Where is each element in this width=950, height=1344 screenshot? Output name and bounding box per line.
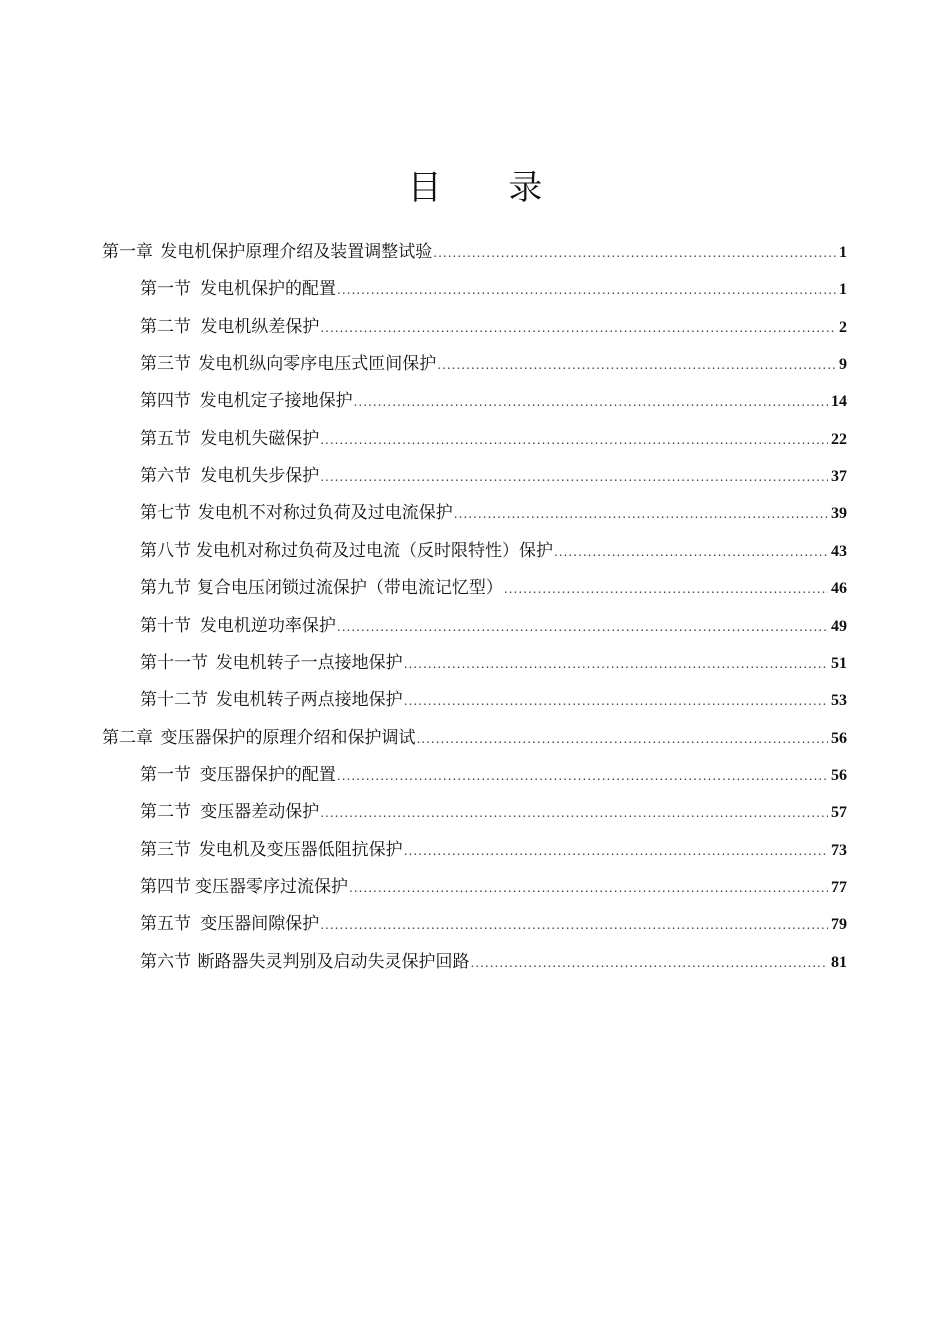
toc-entry-page-number: 1 xyxy=(839,244,847,261)
toc-entry-label: 第三节 xyxy=(140,354,191,375)
toc-title: 目 录 xyxy=(407,168,571,208)
toc-section-entry[interactable] xyxy=(140,309,847,346)
toc-entry-title: 断路器失灵判别及启动失灵保护回路 xyxy=(197,951,470,972)
toc-dot-leader xyxy=(320,422,828,459)
toc-entry-title: 变压器差动保护 xyxy=(200,802,320,823)
toc-dot-leader xyxy=(554,534,828,571)
toc-dot-leader xyxy=(320,459,828,496)
toc-section-entry[interactable] xyxy=(140,608,847,645)
toc-entry-page-number: 9 xyxy=(839,356,847,374)
toc-entry-title: 发电机保护的配置 xyxy=(200,279,337,300)
toc-entry-label: 第十一节 xyxy=(140,652,208,673)
toc-entry-page-number: 79 xyxy=(831,916,847,934)
toc-entry-page-number: 81 xyxy=(831,953,847,971)
toc-entry-page-number: 1 xyxy=(839,281,847,299)
toc-entry-label: 第一章 xyxy=(102,242,153,262)
toc-section-entry[interactable] xyxy=(140,794,847,831)
toc-entry-title: 发电机转子两点接地保护 xyxy=(215,690,403,711)
toc-dot-leader xyxy=(404,683,828,720)
toc-entry-page-number: 53 xyxy=(831,692,847,710)
toc-entry-page-number: 57 xyxy=(831,804,847,822)
toc-entry-title: 变压器保护的配置 xyxy=(199,764,336,785)
toc-section-entry[interactable] xyxy=(140,271,847,308)
toc-chapter-entry[interactable] xyxy=(102,720,847,757)
toc-entry-page-number: 51 xyxy=(831,654,847,672)
toc-dot-leader xyxy=(470,945,828,982)
toc-entry-label: 第一节 xyxy=(140,764,191,785)
toc-entry-page-number: 22 xyxy=(831,430,847,448)
toc-section-entry[interactable] xyxy=(140,421,847,458)
toc-entry-page-number: 49 xyxy=(831,617,847,635)
toc-entry-label: 第九节 xyxy=(140,578,191,599)
toc-entry-title: 变压器间隙保护 xyxy=(200,914,320,935)
toc-entry-title: 发电机纵差保护 xyxy=(200,316,320,337)
toc-entry-label: 第六节 xyxy=(140,466,191,487)
toc-section-entry[interactable] xyxy=(140,495,847,532)
toc-dot-leader xyxy=(437,347,836,384)
toc-section-entry[interactable] xyxy=(140,757,847,794)
toc-entry-label: 第十节 xyxy=(140,615,191,636)
toc-section-entry[interactable] xyxy=(140,533,847,570)
toc-dot-leader xyxy=(337,609,828,646)
toc-entry-title: 发电机对称过负荷及过电流（反时限特性）保护 xyxy=(195,540,553,561)
toc-entry-page-number: 46 xyxy=(831,580,847,598)
toc-entry-page-number: 2 xyxy=(839,318,847,336)
toc-dot-leader xyxy=(354,384,828,421)
toc-entry-label: 第七节 xyxy=(140,503,191,524)
toc-dot-leader xyxy=(320,795,828,832)
toc-entry-label: 第六节 xyxy=(140,951,191,972)
toc-section-entry[interactable] xyxy=(140,869,847,906)
toc-entry-label: 第四节 xyxy=(140,391,191,412)
toc-entry-page-number: 43 xyxy=(831,542,847,560)
toc-entry-label: 第五节 xyxy=(140,914,191,935)
toc-dot-leader xyxy=(404,646,828,683)
toc-section-entry[interactable] xyxy=(140,906,847,943)
toc-section-entry[interactable] xyxy=(140,458,847,495)
toc-entry-label: 第二节 xyxy=(140,802,191,823)
toc-dot-leader xyxy=(349,870,828,907)
toc-entry-label: 第十二节 xyxy=(140,690,208,711)
toc-entry-page-number: 73 xyxy=(831,841,847,859)
toc-entry-title: 复合电压闭锁过流保护（带电流记忆型） xyxy=(196,578,503,599)
toc-chapter-entry[interactable] xyxy=(102,234,847,271)
toc-entry-title: 发电机定子接地保护 xyxy=(199,391,353,412)
toc-dot-leader xyxy=(320,310,836,347)
toc-entry-title: 发电机纵向零序电压式匝间保护 xyxy=(198,354,437,375)
toc-section-entry[interactable] xyxy=(140,645,847,682)
toc-entry-label: 第五节 xyxy=(140,428,191,449)
toc-entry-title: 发电机不对称过负荷及过电流保护 xyxy=(197,503,453,524)
toc-entry-title: 发电机及变压器低阻抗保护 xyxy=(198,839,403,860)
toc-entry-page-number: 56 xyxy=(831,729,847,747)
toc-dot-leader xyxy=(337,272,836,309)
toc-section-entry[interactable] xyxy=(140,832,847,869)
toc-entry-title: 变压器保护的原理介绍和保护调试 xyxy=(160,727,416,748)
toc-section-entry[interactable] xyxy=(140,346,847,383)
toc-dot-leader xyxy=(416,721,828,758)
toc-dot-leader xyxy=(404,833,828,870)
toc-entry-label: 第一节 xyxy=(140,279,191,300)
toc-entry-page-number: 14 xyxy=(831,393,847,411)
toc-entry-label: 第四节 xyxy=(140,876,191,897)
toc-section-entry[interactable] xyxy=(140,570,847,607)
toc-entry-title: 发电机逆功率保护 xyxy=(199,615,336,636)
toc-entry-page-number: 56 xyxy=(831,766,847,784)
toc-entry-label: 第八节 xyxy=(140,540,191,561)
toc-section-entry[interactable] xyxy=(140,944,847,981)
toc-entry-page-number: 37 xyxy=(831,468,847,486)
toc-dot-leader xyxy=(433,235,836,272)
toc-entry-page-number: 77 xyxy=(831,878,847,896)
toc-entry-title: 发电机失步保护 xyxy=(200,466,320,487)
toc-entry-label: 第二章 xyxy=(102,727,153,748)
toc-entry-title: 发电机转子一点接地保护 xyxy=(215,652,403,673)
toc-section-entry[interactable] xyxy=(140,383,847,420)
toc-dot-leader xyxy=(454,496,828,533)
toc-entry-title: 发电机失磁保护 xyxy=(200,428,320,449)
toc-dot-leader xyxy=(337,758,828,795)
toc-entry-title: 发电机保护原理介绍及装置调整试验 xyxy=(160,242,433,262)
toc-dot-leader xyxy=(320,907,828,944)
toc-section-entry[interactable] xyxy=(140,682,847,719)
toc-dot-leader xyxy=(504,571,828,608)
toc-entry-label: 第二节 xyxy=(140,316,191,337)
toc-entry-label: 第三节 xyxy=(140,839,191,860)
toc-entry-title: 变压器零序过流保护 xyxy=(194,876,348,897)
toc-entry-page-number: 39 xyxy=(831,505,847,523)
